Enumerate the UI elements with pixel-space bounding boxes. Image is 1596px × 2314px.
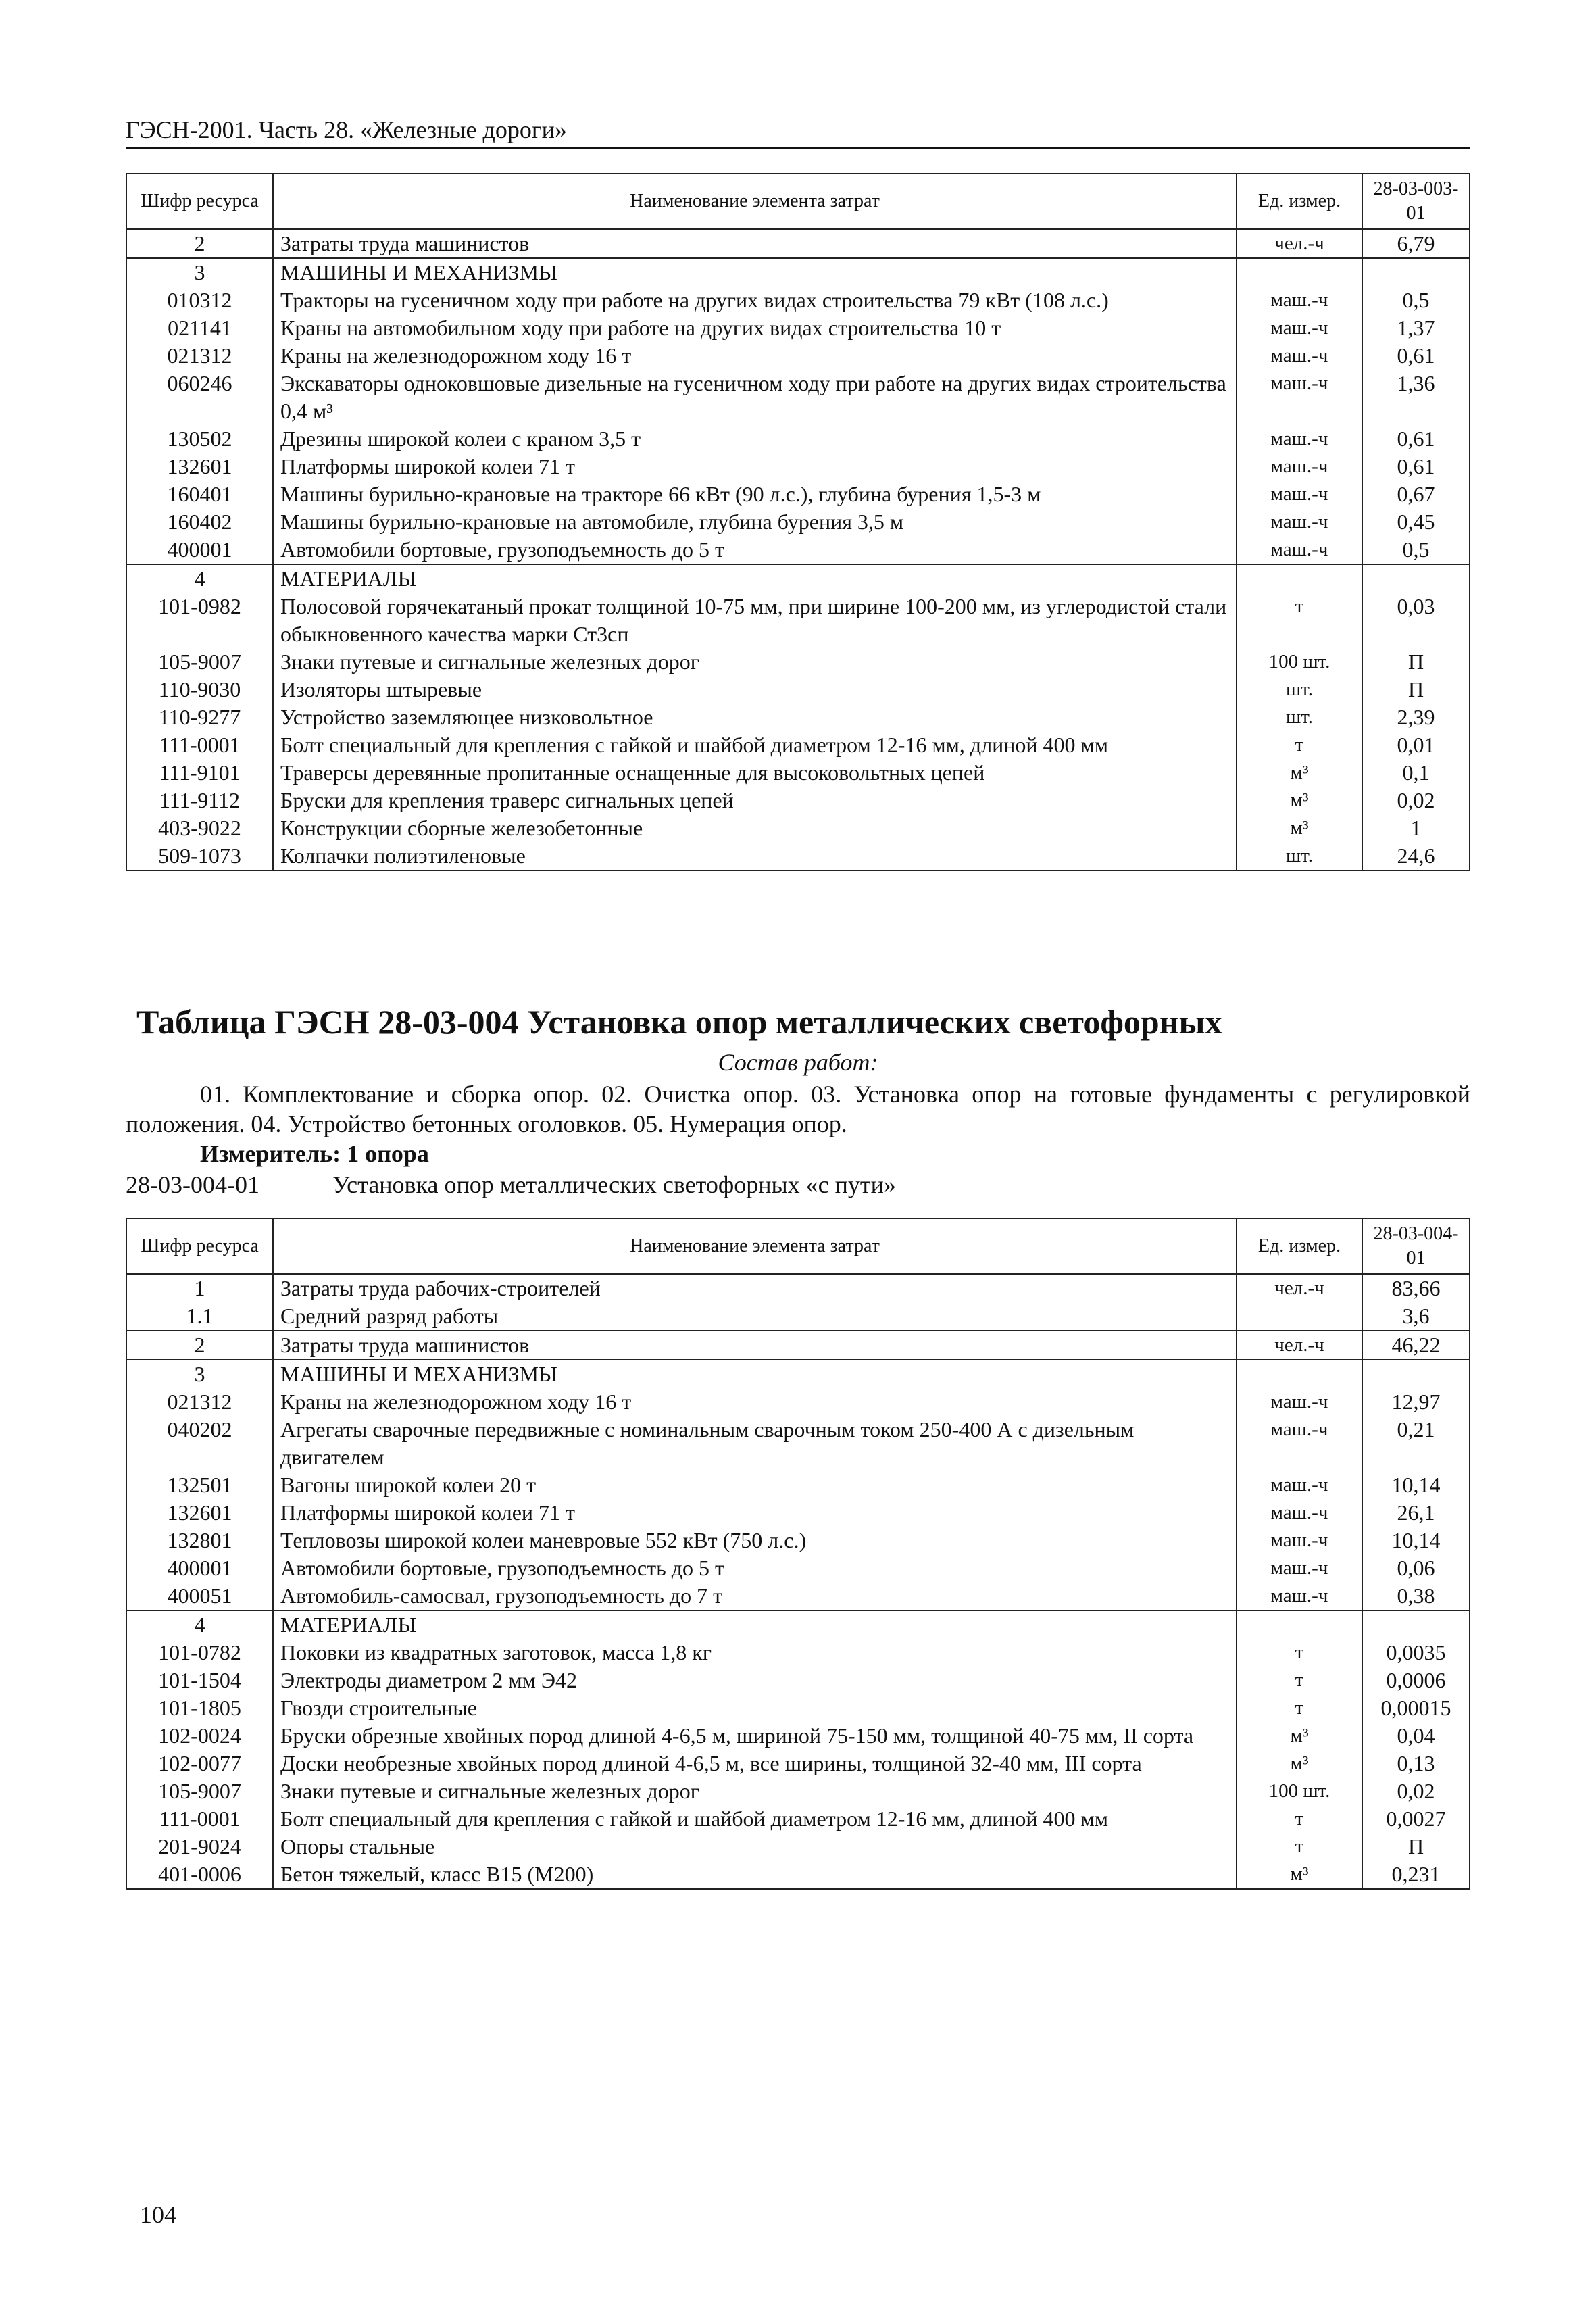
resource-name-cell: Автомобили бортовые, грузоподъемность до 5 т: [273, 536, 1237, 564]
resource-name-cell: Бруски для крепления траверс сигнальных цепей: [273, 787, 1237, 814]
column-header-name: Наименование элемента затрат: [273, 1218, 1237, 1274]
norm-name: Установка опор металлических светофорных «с пути»: [332, 1171, 896, 1198]
unit-cell: маш.-ч: [1237, 453, 1362, 481]
table-row: [126, 814, 1470, 842]
table-row: [126, 1805, 1470, 1833]
resource-name-cell: Средний разряд работы: [273, 1302, 1237, 1331]
resource-name-cell: Автомобиль-самосвал, грузоподъемность до 7 т: [273, 1582, 1237, 1610]
unit-cell: маш.-ч: [1237, 287, 1362, 314]
norm-value-cell: 10,14: [1362, 1527, 1470, 1554]
unit-cell: маш.-ч: [1237, 481, 1362, 508]
resource-code-cell: 400051: [126, 1582, 273, 1610]
resource-code-cell: 101-1805: [126, 1694, 273, 1722]
column-header-unit: Ед. измер.: [1237, 1218, 1362, 1274]
table-row: [126, 648, 1470, 676]
resource-code-cell: 3: [126, 258, 273, 287]
table-row: [126, 759, 1470, 787]
resource-name-cell: Краны на железнодорожном ходу 16 т: [273, 1388, 1237, 1416]
table-row: [126, 287, 1470, 314]
resource-code-cell: 021312: [126, 1388, 273, 1416]
resource-code-cell: 400001: [126, 1554, 273, 1582]
unit-cell: маш.-ч: [1237, 536, 1362, 564]
table-row: [126, 1416, 1470, 1471]
table-row: [126, 229, 1470, 258]
unit-cell: шт.: [1237, 842, 1362, 870]
table-row: [126, 704, 1470, 731]
norm-value-cell: 10,14: [1362, 1471, 1470, 1499]
norm-value-cell: 26,1: [1362, 1499, 1470, 1527]
table-row: [126, 1388, 1470, 1416]
table-row: [126, 593, 1470, 648]
table-row: [126, 453, 1470, 481]
resource-code-cell: 3: [126, 1360, 273, 1388]
resource-name-cell: Устройство заземляющее низковольтное: [273, 704, 1237, 731]
norm-value-cell: П: [1362, 648, 1470, 676]
norm-value-cell: 0,00015: [1362, 1694, 1470, 1722]
resource-code-cell: 403-9022: [126, 814, 273, 842]
resource-name-cell: Дрезины широкой колеи с краном 3,5 т: [273, 425, 1237, 453]
unit-cell: чел.-ч: [1237, 229, 1362, 258]
resource-name-cell: Болт специальный для крепления с гайкой и шайбой диаметром 12-16 мм, длиной 400 мм: [273, 1805, 1237, 1833]
resource-code-cell: 111-9112: [126, 787, 273, 814]
resource-code-cell: 2: [126, 229, 273, 258]
resource-name-cell: Изоляторы штыревые: [273, 676, 1237, 704]
unit-cell: маш.-ч: [1237, 425, 1362, 453]
unit-cell: [1237, 1302, 1362, 1331]
table-row: [126, 1582, 1470, 1610]
unit-cell: м³: [1237, 1722, 1362, 1750]
composition-label: Состав работ:: [718, 1049, 878, 1076]
header-rule: [126, 147, 1470, 149]
resource-name-cell: Автомобили бортовые, грузоподъемность до 5 т: [273, 1554, 1237, 1582]
unit-cell: [1237, 564, 1362, 593]
norm-line: [126, 1170, 1470, 1200]
resource-table-2: [126, 1218, 1470, 1890]
table-row: [126, 370, 1470, 425]
unit-cell: маш.-ч: [1237, 314, 1362, 342]
unit-cell: м³: [1237, 787, 1362, 814]
unit-cell: маш.-ч: [1237, 1554, 1362, 1582]
page-number: 104: [140, 2201, 176, 2228]
unit-cell: 100 шт.: [1237, 1777, 1362, 1805]
table-row: [126, 1777, 1470, 1805]
table-row: [126, 1694, 1470, 1722]
unit-cell: т: [1237, 1639, 1362, 1667]
column-header-code: Шифр ресурса: [126, 174, 273, 229]
resource-code-cell: 101-0782: [126, 1639, 273, 1667]
norm-value-cell: 0,5: [1362, 287, 1470, 314]
resource-code-cell: 101-1504: [126, 1667, 273, 1694]
unit-cell: т: [1237, 593, 1362, 648]
table-row: [126, 1861, 1470, 1889]
unit-cell: т: [1237, 1805, 1362, 1833]
table-row: [126, 564, 1470, 593]
resource-code-cell: 102-0077: [126, 1750, 273, 1777]
resource-name-cell: Доски необрезные хвойных пород длиной 4-6,5 м, все ширины, толщиной 32-40 мм, III сорта: [273, 1750, 1237, 1777]
resource-name-cell: Знаки путевые и сигнальные железных дорог: [273, 1777, 1237, 1805]
norm-value-cell: 83,66: [1362, 1274, 1470, 1302]
table-row: [126, 536, 1470, 564]
norm-value-cell: 1: [1362, 814, 1470, 842]
resource-name-cell: Знаки путевые и сигнальные железных дорог: [273, 648, 1237, 676]
table-row: [126, 1331, 1470, 1360]
norm-value-cell: 1,37: [1362, 314, 1470, 342]
norm-value-cell: [1362, 1360, 1470, 1388]
unit-cell: [1237, 1360, 1362, 1388]
unit-cell: маш.-ч: [1237, 342, 1362, 370]
resource-name-cell: Тепловозы широкой колеи маневровые 552 кВт (750 л.с.): [273, 1527, 1237, 1554]
column-header-code: Шифр ресурса: [126, 1218, 273, 1274]
resource-code-cell: 4: [126, 564, 273, 593]
resource-name-cell: Электроды диаметром 2 мм Э42: [273, 1667, 1237, 1694]
table-row: [126, 1750, 1470, 1777]
resource-table-1: [126, 173, 1470, 871]
resource-name-cell: Агрегаты сварочные передвижные с номинальным сварочным током 250-400 А с дизельным двигателем: [273, 1416, 1237, 1471]
norm-code: 28-03-004-01: [126, 1171, 259, 1198]
table-row: [126, 1610, 1470, 1639]
resource-name-cell: Экскаваторы одноковшовые дизельные на гусеничном ходу при работе на других видах строительства 0,4 м³: [273, 370, 1237, 425]
resource-code-cell: 102-0024: [126, 1722, 273, 1750]
norm-value-cell: 0,0006: [1362, 1667, 1470, 1694]
column-header-unit: Ед. измер.: [1237, 174, 1362, 229]
unit-cell: маш.-ч: [1237, 1471, 1362, 1499]
table-row: [126, 787, 1470, 814]
norm-value-cell: 1,36: [1362, 370, 1470, 425]
column-header-value: 28-03-004-01: [1362, 1218, 1470, 1274]
resource-code-cell: 010312: [126, 287, 273, 314]
resource-code-cell: 401-0006: [126, 1861, 273, 1889]
column-header-name: Наименование элемента затрат: [273, 174, 1237, 229]
resource-name-cell: Бетон тяжелый, класс В15 (М200): [273, 1861, 1237, 1889]
norm-value-cell: 0,61: [1362, 453, 1470, 481]
resource-name-cell: Краны на железнодорожном ходу 16 т: [273, 342, 1237, 370]
norm-value-cell: [1362, 258, 1470, 287]
unit-cell: маш.-ч: [1237, 1527, 1362, 1554]
norm-value-cell: 0,61: [1362, 425, 1470, 453]
resource-name-cell: Краны на автомобильном ходу при работе на других видах строительства 10 т: [273, 314, 1237, 342]
table-row: [126, 314, 1470, 342]
resource-code-cell: 111-0001: [126, 731, 273, 759]
resource-name-cell: Траверсы деревянные пропитанные оснащенные для высоковольтных цепей: [273, 759, 1237, 787]
running-title: ГЭСН-2001. Часть 28. «Железные дороги»: [126, 116, 567, 143]
resource-code-cell: 040202: [126, 1416, 273, 1471]
table-header-row: [126, 174, 1470, 229]
resource-code-cell: 111-0001: [126, 1805, 273, 1833]
norm-value-cell: 0,0027: [1362, 1805, 1470, 1833]
unit-cell: т: [1237, 1667, 1362, 1694]
resource-code-cell: 4: [126, 1610, 273, 1639]
table-row: [126, 1722, 1470, 1750]
resource-code-cell: 021141: [126, 314, 273, 342]
unit-cell: чел.-ч: [1237, 1331, 1362, 1360]
norm-value-cell: 0,45: [1362, 508, 1470, 536]
resource-code-cell: 021312: [126, 342, 273, 370]
table-row: [126, 676, 1470, 704]
unit-cell: маш.-ч: [1237, 1499, 1362, 1527]
resource-name-cell: Платформы широкой колеи 71 т: [273, 1499, 1237, 1527]
table-row: [126, 842, 1470, 870]
resource-name-cell: Опоры стальные: [273, 1833, 1237, 1861]
resource-code-cell: 110-9030: [126, 676, 273, 704]
norm-value-cell: 0,38: [1362, 1582, 1470, 1610]
unit-cell: шт.: [1237, 704, 1362, 731]
resource-name-cell: Колпачки полиэтиленовые: [273, 842, 1237, 870]
resource-name-cell: Платформы широкой колеи 71 т: [273, 453, 1237, 481]
resource-code-cell: 1: [126, 1274, 273, 1302]
resource-name-cell: Болт специальный для крепления с гайкой и шайбой диаметром 12-16 мм, длиной 400 мм: [273, 731, 1237, 759]
unit-cell: чел.-ч: [1237, 1274, 1362, 1302]
resource-code-cell: 2: [126, 1331, 273, 1360]
norm-value-cell: 0,13: [1362, 1750, 1470, 1777]
resource-code-cell: 060246: [126, 370, 273, 425]
resource-code-cell: 132801: [126, 1527, 273, 1554]
table-row: [126, 481, 1470, 508]
norm-value-cell: 0,21: [1362, 1416, 1470, 1471]
norm-value-cell: 6,79: [1362, 229, 1470, 258]
norm-value-cell: 0,5: [1362, 536, 1470, 564]
norm-value-cell: 2,39: [1362, 704, 1470, 731]
unit-cell: шт.: [1237, 676, 1362, 704]
norm-value-cell: 0,03: [1362, 593, 1470, 648]
resource-code-cell: 132601: [126, 453, 273, 481]
resource-name-cell: МАТЕРИАЛЫ: [273, 564, 1237, 593]
unit-cell: [1237, 258, 1362, 287]
norm-value-cell: [1362, 1610, 1470, 1639]
table-row: [126, 731, 1470, 759]
table-row: [126, 1554, 1470, 1582]
unit-cell: м³: [1237, 1861, 1362, 1889]
resource-name-cell: МАШИНЫ И МЕХАНИЗМЫ: [273, 258, 1237, 287]
column-header-value: 28-03-003-01: [1362, 174, 1470, 229]
norm-value-cell: 0,0035: [1362, 1639, 1470, 1667]
unit-cell: м³: [1237, 814, 1362, 842]
unit-cell: м³: [1237, 1750, 1362, 1777]
resource-name-cell: Вагоны широкой колеи 20 т: [273, 1471, 1237, 1499]
unit-cell: м³: [1237, 759, 1362, 787]
table-row: [126, 342, 1470, 370]
resource-name-cell: Тракторы на гусеничном ходу при работе на других видах строительства 79 кВт (108 л.с.): [273, 287, 1237, 314]
table-row: [126, 1527, 1470, 1554]
resource-name-cell: МАТЕРИАЛЫ: [273, 1610, 1237, 1639]
table-row: [126, 508, 1470, 536]
resource-name-cell: Затраты труда машинистов: [273, 1331, 1237, 1360]
unit-cell: [1237, 1610, 1362, 1639]
resource-code-cell: 130502: [126, 425, 273, 453]
unit-cell: т: [1237, 1833, 1362, 1861]
norm-value-cell: 0,231: [1362, 1861, 1470, 1889]
norm-value-cell: П: [1362, 1833, 1470, 1861]
resource-name-cell: МАШИНЫ И МЕХАНИЗМЫ: [273, 1360, 1237, 1388]
norm-value-cell: 0,04: [1362, 1722, 1470, 1750]
unit-cell: маш.-ч: [1237, 370, 1362, 425]
resource-code-cell: 132501: [126, 1471, 273, 1499]
norm-value-cell: 0,67: [1362, 481, 1470, 508]
norm-value-cell: 24,6: [1362, 842, 1470, 870]
resource-code-cell: 110-9277: [126, 704, 273, 731]
norm-value-cell: 46,22: [1362, 1331, 1470, 1360]
resource-code-cell: 400001: [126, 536, 273, 564]
table-row: [126, 258, 1470, 287]
meter-label: Измеритель: 1 опора: [200, 1140, 429, 1167]
resource-name-cell: Гвозди строительные: [273, 1694, 1237, 1722]
unit-cell: маш.-ч: [1237, 508, 1362, 536]
resource-name-cell: Поковки из квадратных заготовок, масса 1,8 кг: [273, 1639, 1237, 1667]
resource-name-cell: Затраты труда машинистов: [273, 229, 1237, 258]
resource-code-cell: 509-1073: [126, 842, 273, 870]
norm-value-cell: 12,97: [1362, 1388, 1470, 1416]
table-header-row: [126, 1218, 1470, 1274]
resource-code-cell: 111-9101: [126, 759, 273, 787]
norm-value-cell: 0,61: [1362, 342, 1470, 370]
table-row: [126, 425, 1470, 453]
resource-code-cell: 105-9007: [126, 1777, 273, 1805]
norm-value-cell: 0,02: [1362, 1777, 1470, 1805]
resource-name-cell: Бруски обрезные хвойных пород длиной 4-6,5 м, шириной 75-150 мм, толщиной 40-75 мм, II сорта: [273, 1722, 1237, 1750]
resource-code-cell: 160402: [126, 508, 273, 536]
unit-cell: 100 шт.: [1237, 648, 1362, 676]
norm-value-cell: 0,1: [1362, 759, 1470, 787]
resource-code-cell: 132601: [126, 1499, 273, 1527]
table-row: [126, 1274, 1470, 1302]
norm-value-cell: 0,06: [1362, 1554, 1470, 1582]
table-row: [126, 1360, 1470, 1388]
resource-name-cell: Конструкции сборные железобетонные: [273, 814, 1237, 842]
resource-name-cell: Затраты труда рабочих-строителей: [273, 1274, 1237, 1302]
unit-cell: маш.-ч: [1237, 1388, 1362, 1416]
table-title: Таблица ГЭСН 28-03-004 Установка опор металлических светофорных: [136, 1003, 1222, 1041]
unit-cell: т: [1237, 1694, 1362, 1722]
norm-value-cell: 0,01: [1362, 731, 1470, 759]
table-row: [126, 1639, 1470, 1667]
unit-cell: т: [1237, 731, 1362, 759]
norm-value-cell: 3,6: [1362, 1302, 1470, 1331]
table-row: [126, 1833, 1470, 1861]
resource-name-cell: Полосовой горячекатаный прокат толщиной 10-75 мм, при ширине 100-200 мм, из углеродистой стали обыкновенного качества марки Ст3сп: [273, 593, 1237, 648]
resource-code-cell: 160401: [126, 481, 273, 508]
table-row: [126, 1667, 1470, 1694]
resource-name-cell: Машины бурильно-крановые на автомобиле, глубина бурения 3,5 м: [273, 508, 1237, 536]
norm-value-cell: [1362, 564, 1470, 593]
resource-code-cell: 1.1: [126, 1302, 273, 1331]
resource-code-cell: 105-9007: [126, 648, 273, 676]
table-row: [126, 1471, 1470, 1499]
resource-code-cell: 101-0982: [126, 593, 273, 648]
norm-value-cell: П: [1362, 676, 1470, 704]
table-row: [126, 1499, 1470, 1527]
resource-code-cell: 201-9024: [126, 1833, 273, 1861]
resource-name-cell: Машины бурильно-крановые на тракторе 66 кВт (90 л.с.), глубина бурения 1,5-3 м: [273, 481, 1237, 508]
unit-cell: маш.-ч: [1237, 1582, 1362, 1610]
norm-value-cell: 0,02: [1362, 787, 1470, 814]
unit-cell: маш.-ч: [1237, 1416, 1362, 1471]
table-row: [126, 1302, 1470, 1331]
works-description: 01. Комплектование и сборка опор. 02. Очистка опор. 03. Установка опор на готовые фундаменты с регулировкой положения. 04. Устройство бетонных оголовков. 05. Нумерация опор.: [126, 1081, 1470, 1137]
